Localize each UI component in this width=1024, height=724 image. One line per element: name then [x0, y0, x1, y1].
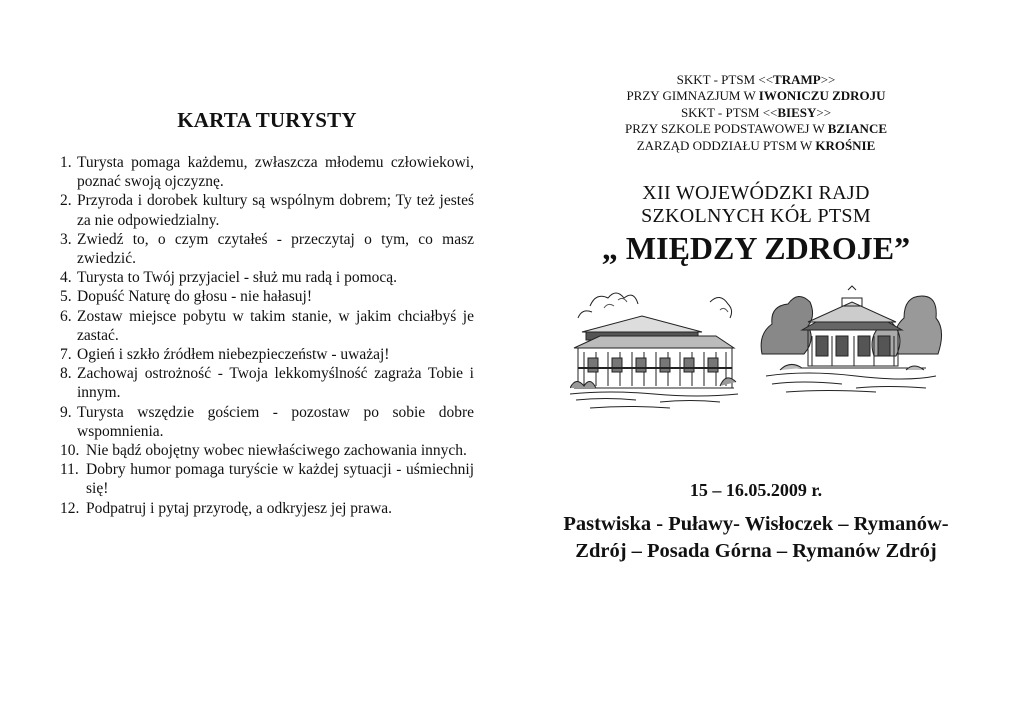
- list-item: [60, 230, 474, 268]
- illustrations: [556, 288, 956, 428]
- list-item: [60, 403, 474, 441]
- rule-text: Podpatruj i pytaj przyrodę, a odkryjesz jej prawa.: [86, 499, 393, 517]
- list-item: [60, 460, 474, 498]
- rule-number: 6.: [60, 307, 72, 325]
- event-date: 15 – 16.05.2009 r.: [689, 480, 823, 501]
- rule-number: 8.: [60, 365, 72, 383]
- rule-number: 10.: [60, 442, 80, 460]
- rule-number: 2.: [60, 192, 72, 210]
- rule-text: Zachowaj ostrożność - Twoja lekkomyślność zagraża Tobie i innym.: [77, 365, 474, 402]
- rule-number: 7.: [60, 346, 72, 364]
- rule-text: Dopuść Naturę do głosu - nie hałasuj!: [77, 288, 313, 306]
- rules-list: [60, 153, 474, 518]
- rule-text: Przyroda i dorobek kultury są wspólnym dobrem; Ty też jesteś za nie odpowiedzialny.: [77, 192, 474, 229]
- rule-text: Turysta pomaga każdemu, zwłaszcza młodemu człowiekowi, poznać swoją ojczyznę.: [77, 154, 474, 191]
- list-item: [60, 268, 474, 287]
- organizer-line: SKKT - PTSM <<TRAMP>>: [676, 72, 836, 87]
- organizer-line: ZARZĄD ODDZIAŁU PTSM W KROŚNIE: [636, 137, 876, 153]
- rule-text: Ogień i szkło źródłem niebezpieczeństw - uważaj!: [77, 346, 390, 364]
- rule-text: Turysta to Twój przyjaciel - służ mu radą i pomocą.: [77, 269, 398, 287]
- rule-number: 1.: [60, 154, 72, 171]
- list-item: [60, 441, 474, 460]
- list-item: [60, 287, 474, 306]
- rule-number: 9.: [60, 403, 72, 421]
- list-item: [60, 191, 474, 229]
- route-description: Pastwiska - Puławy- Wisłoczek – Rymanów-Zdrój – Posada Górna – Rymanów Zdrój: [563, 513, 949, 563]
- rule-text: Dobry humor pomaga turyście w każdej sytuacji - uśmiechnij się!: [86, 461, 474, 498]
- list-item: [60, 499, 474, 518]
- event-line: SZKOLNYCH KÓŁ PTSM: [641, 205, 871, 228]
- pavilion-sketch-illustration: [756, 284, 944, 396]
- villa-sketch-illustration: [570, 288, 738, 416]
- rule-text: Zostaw miejsce pobytu w takim stanie, w jakim chciałbyś je zastać.: [77, 307, 474, 344]
- page-title: KARTA TURYSTY: [177, 108, 357, 132]
- right-page: [556, 72, 956, 565]
- list-item: [60, 307, 474, 345]
- rule-number: 3.: [60, 230, 72, 248]
- rule-number: 12.: [60, 499, 80, 517]
- rule-number: 4.: [60, 269, 72, 287]
- list-item: [60, 345, 474, 364]
- list-item: [60, 364, 474, 402]
- left-page: [60, 108, 474, 518]
- event-name: [556, 182, 956, 228]
- organizer-line: PRZY GIMNAZJUM W IWONICZU ZDROJU: [626, 88, 886, 104]
- organizers-block: [556, 72, 956, 154]
- rule-number: 11.: [60, 461, 79, 479]
- rally-title: „ MIĘDZY ZDROJE”: [601, 230, 911, 267]
- rule-text: Turysta wszędzie gościem - pozostaw po sobie dobre wspomnienia.: [77, 403, 474, 440]
- organizer-line: SKKT - PTSM <<BIESY>>: [680, 104, 832, 120]
- event-line: XII WOJEWÓDZKI RAJD: [642, 182, 870, 205]
- rule-text: Zwiedź to, o czym czytałeś - przeczytaj o tym, co masz zwiedzić.: [77, 230, 474, 268]
- rule-text: Nie bądź obojętny wobec niewłaściwego zachowania innych.: [86, 442, 467, 460]
- rule-number: 5.: [60, 288, 72, 306]
- list-item: [60, 153, 474, 191]
- organizer-line: PRZY SZKOLE PODSTAWOWEJ W BZIANCE: [624, 121, 888, 137]
